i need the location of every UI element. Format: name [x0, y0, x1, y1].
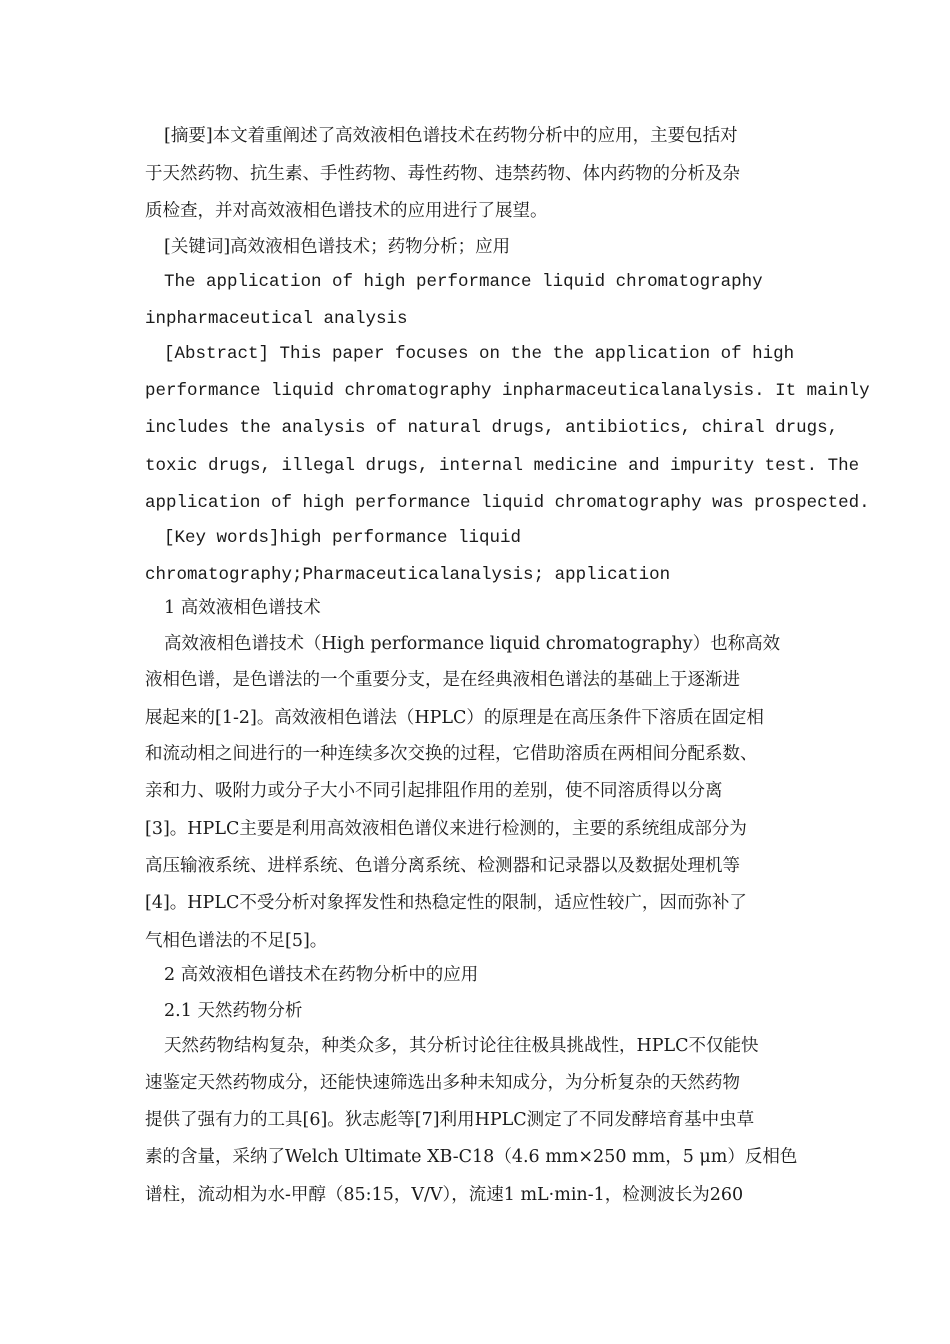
- body-paragraph-2-line-5: 谱柱，流动相为水-甲醇（85:15，V/V），流速1 mL·min-1，检测波长为260: [145, 1185, 744, 1205]
- body-paragraph-1-line-8: [4]。HPLC不受分析对象挥发性和热稳定性的限制，适应性较广，因而弥补了: [145, 893, 747, 913]
- body-paragraph-1-line-3: 展起来的[1-2]。高效液相色谱法（HPLC）的原理是在高压条件下溶质在固定相: [145, 708, 764, 728]
- body-paragraph-1-line-4: 和流动相之间进行的一种连续多次交换的过程，它借助溶质在两相间分配系数、: [145, 744, 758, 764]
- body-paragraph-1-line-1: 高效液相色谱技术（High performance liquid chromatography）也称高效: [164, 634, 781, 654]
- body-paragraph-1-line-2: 液相色谱，是色谱法的一个重要分支，是在经典液相色谱法的基础上于逐渐进: [145, 670, 740, 690]
- keywords-en-line-1: [Key words]high performance liquid: [164, 528, 522, 548]
- body-paragraph-2-line-4: 素的含量，采纳了Welch Ultimate XB-C18（4.6 mm×250 mm，5 μm）反相色: [145, 1147, 798, 1167]
- body-paragraph-1-line-5: 亲和力、吸附力或分子大小不同引起排阻作用的差别，使不同溶质得以分离: [145, 781, 723, 801]
- body-paragraph-2-line-1: 天然药物结构复杂，种类众多，其分析讨论往往极具挑战性，HPLC不仅能快: [164, 1036, 759, 1056]
- body-paragraph-1-line-6: [3]。HPLC主要是利用高效液相色谱仪来进行检测的，主要的系统组成部分为: [145, 819, 747, 839]
- abstract-en-line-5: application of high performance liquid chromatography was prospected.: [145, 493, 870, 513]
- keywords-en-line-2: chromatography;Pharmaceuticalanalysis; application: [145, 565, 671, 585]
- english-title-line-1: The application of high performance liquid chromatography: [164, 272, 763, 292]
- body-paragraph-2-line-3: 提供了强有力的工具[6]。狄志彪等[7]利用HPLC测定了不同发酵培育基中虫草: [145, 1110, 755, 1130]
- subsection-heading-2-1: 2.1 天然药物分析: [164, 1001, 303, 1021]
- section-heading-2: 2 高效液相色谱技术在药物分析中的应用: [164, 965, 479, 985]
- abstract-en-line-3: includes the analysis of natural drugs, antibiotics, chiral drugs,: [145, 418, 839, 438]
- section-heading-1: 1 高效液相色谱技术: [164, 598, 321, 618]
- abstract-en-line-4: toxic drugs, illegal drugs, internal medicine and impurity test. The: [145, 456, 860, 476]
- abstract-cn-line-2: 于天然药物、抗生素、手性药物、毒性药物、违禁药物、体内药物的分析及杂: [145, 164, 740, 184]
- english-title-line-2: inpharmaceutical analysis: [145, 309, 408, 329]
- keywords-cn: [关键词]高效液相色谱技术；药物分析；应用: [164, 237, 511, 257]
- abstract-en-line-2: performance liquid chromatography inpharmaceuticalanalysis. It mainly: [145, 381, 870, 401]
- body-paragraph-1-line-9: 气相色谱法的不足[5]。: [145, 931, 328, 951]
- body-paragraph-1-line-7: 高压输液系统、进样系统、色谱分离系统、检测器和记录器以及数据处理机等: [145, 856, 740, 876]
- abstract-cn-line-3: 质检查，并对高效液相色谱技术的应用进行了展望。: [145, 201, 548, 221]
- abstract-en-line-1: [Abstract] This paper focuses on the the application of high: [164, 344, 795, 364]
- body-paragraph-2-line-2: 速鉴定天然药物成分，还能快速筛选出多种未知成分，为分析复杂的天然药物: [145, 1073, 740, 1093]
- abstract-cn-line-1: [摘要]本文着重阐述了高效液相色谱技术在药物分析中的应用，主要包括对: [164, 126, 738, 146]
